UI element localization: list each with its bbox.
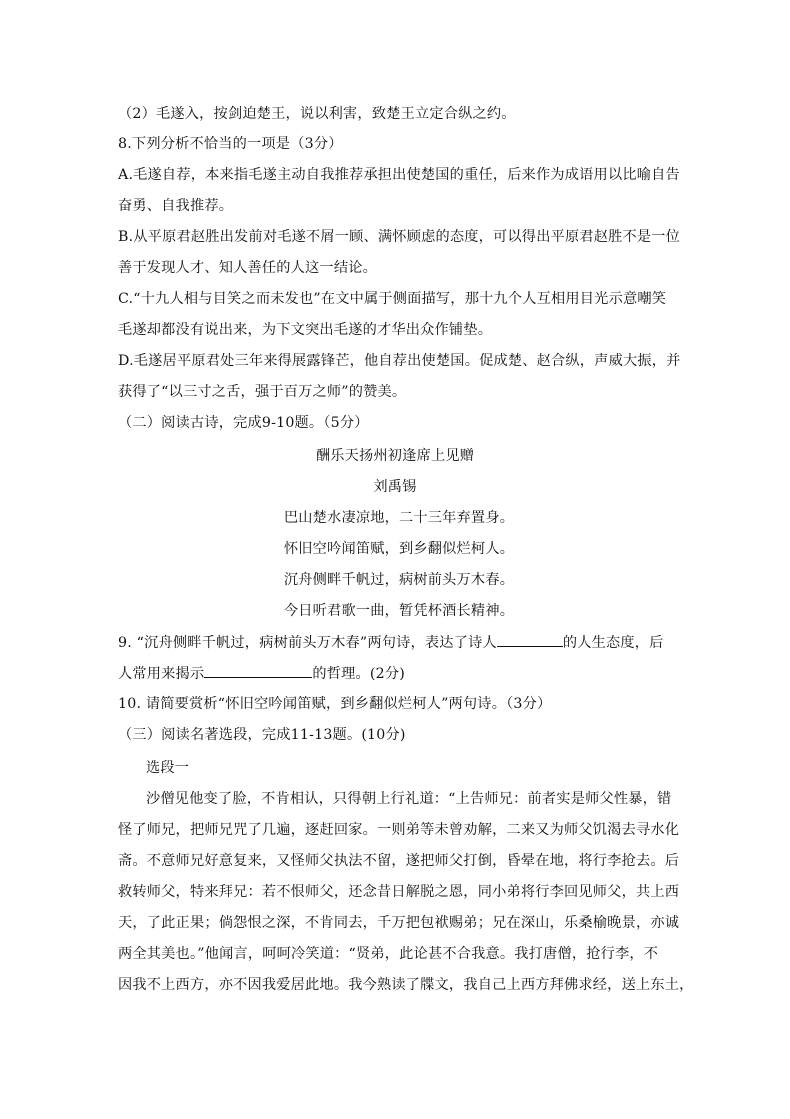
question-9-text-b: 的人生态度，后 [562,635,664,651]
excerpt-paragraph-line-7: 因我不上西方，亦不因我爱居此地。我今熟读了牒文，我自己上西方拜佛求经，送上东土， [118,977,694,993]
answer-blank-2[interactable] [204,663,312,678]
option-b-line-2: 善于发现人才、知人善任的人这一结论。 [118,260,377,276]
option-a-line-1: A.毛遂自荐，本来指毛遂主动自我推荐承担出使楚国的重任，后来作为成语用以比喻自告 [118,167,680,183]
poem-author: 刘禹锡 [373,479,417,495]
option-a-line-2: 奋勇、自我推荐。 [118,198,234,214]
option-c-line-2: 毛遂却都没有说出来，为下文突出毛遂的才华出众作铺垫。 [118,322,493,338]
option-d-line-2: 获得了“以三寸之舌，强于百万之师”的赞美。 [118,384,407,400]
poem-line-3: 沉舟侧畔千帆过，病树前头万木春。 [283,572,515,588]
option-c-line-1: C.“十九人相与目笑之而未发也”在文中属于侧面描写，那十九个人互相用目光示意嘲笑 [118,291,667,307]
answer-line-2: （2）毛遂入，按剑迫楚王，说以利害，致楚王立定合纵之约。 [118,106,516,122]
question-9-text-a: 9. “沉舟侧畔千帆过，病树前头万木春”两句诗，表达了诗人 [118,635,497,651]
answer-blank-1[interactable] [497,632,563,647]
option-d-line-1: D.毛遂居平原君处三年来得展露锋芒，他自荐出使楚国。促成楚、赵合纵，声威大振，并 [118,353,681,369]
question-10: 10. 请简要赏析“怀旧空吟闻笛赋，到乡翻似烂柯人”两句诗。（3分） [118,696,552,712]
question-8: 8.下列分析不恰当的一项是（3分） [118,136,343,152]
question-9-line-1 [118,632,678,653]
poem-line-2: 怀旧空吟闻笛赋，到乡翻似烂柯人。 [283,541,515,557]
question-9-line-2 [118,663,678,684]
option-b-line-1: B.从平原君赵胜出发前对毛遂不屑一顾、满怀顾虑的态度，可以得出平原君赵胜不是一位 [118,229,681,245]
question-9-text-c: 人常用来揭示 [118,666,205,682]
poem-title: 酬乐天扬州初逢席上见赠 [315,448,475,464]
section-3-heading: （三）阅读名著选段，完成11-13题。(10分) [118,727,406,743]
excerpt-paragraph-line-5: 天，了此正果；倘怨恨之深，不肯同去，千万把包袱赐弟；兄在深山，乐桑榆晚景，亦诚 [118,915,680,931]
excerpt-paragraph-line-3: 斋。不意师兄好意复来，又怪师父执法不留，遂把师父打倒，昏晕在地，将行李抢去。后 [118,853,680,869]
section-2-heading: （二）阅读古诗，完成9-10题。（5分） [118,415,369,431]
excerpt-label: 选段一 [146,760,190,776]
question-9-text-d: 的哲理。(2分) [312,666,405,682]
poem-line-1: 巴山楚水凄凉地，二十三年弃置身。 [283,510,515,526]
excerpt-paragraph-line-2: 怪了师兄，把师兄咒了几遍，逐赶回家。一则弟等未曾劝解，二来又为师父饥渴去寻水化 [118,822,680,838]
excerpt-paragraph-line-6: 两全其美也。”他闻言，呵呵冷笑道：“贤弟，此论甚不合我意。我打唐僧，抢行李，不 [118,946,659,962]
poem-line-4: 今日听君歌一曲，暂凭杯酒长精神。 [283,603,515,619]
excerpt-paragraph-line-4: 救转师父，特来拜兄：若不恨师父，还念昔日解脱之恩，同小弟将行李回见师父，共上西 [118,884,680,900]
excerpt-paragraph-line-1: 沙僧见他变了脸，不肯相认，只得朝上行礼道：“上告师兄：前者实是师父性暴，错 [146,791,672,807]
